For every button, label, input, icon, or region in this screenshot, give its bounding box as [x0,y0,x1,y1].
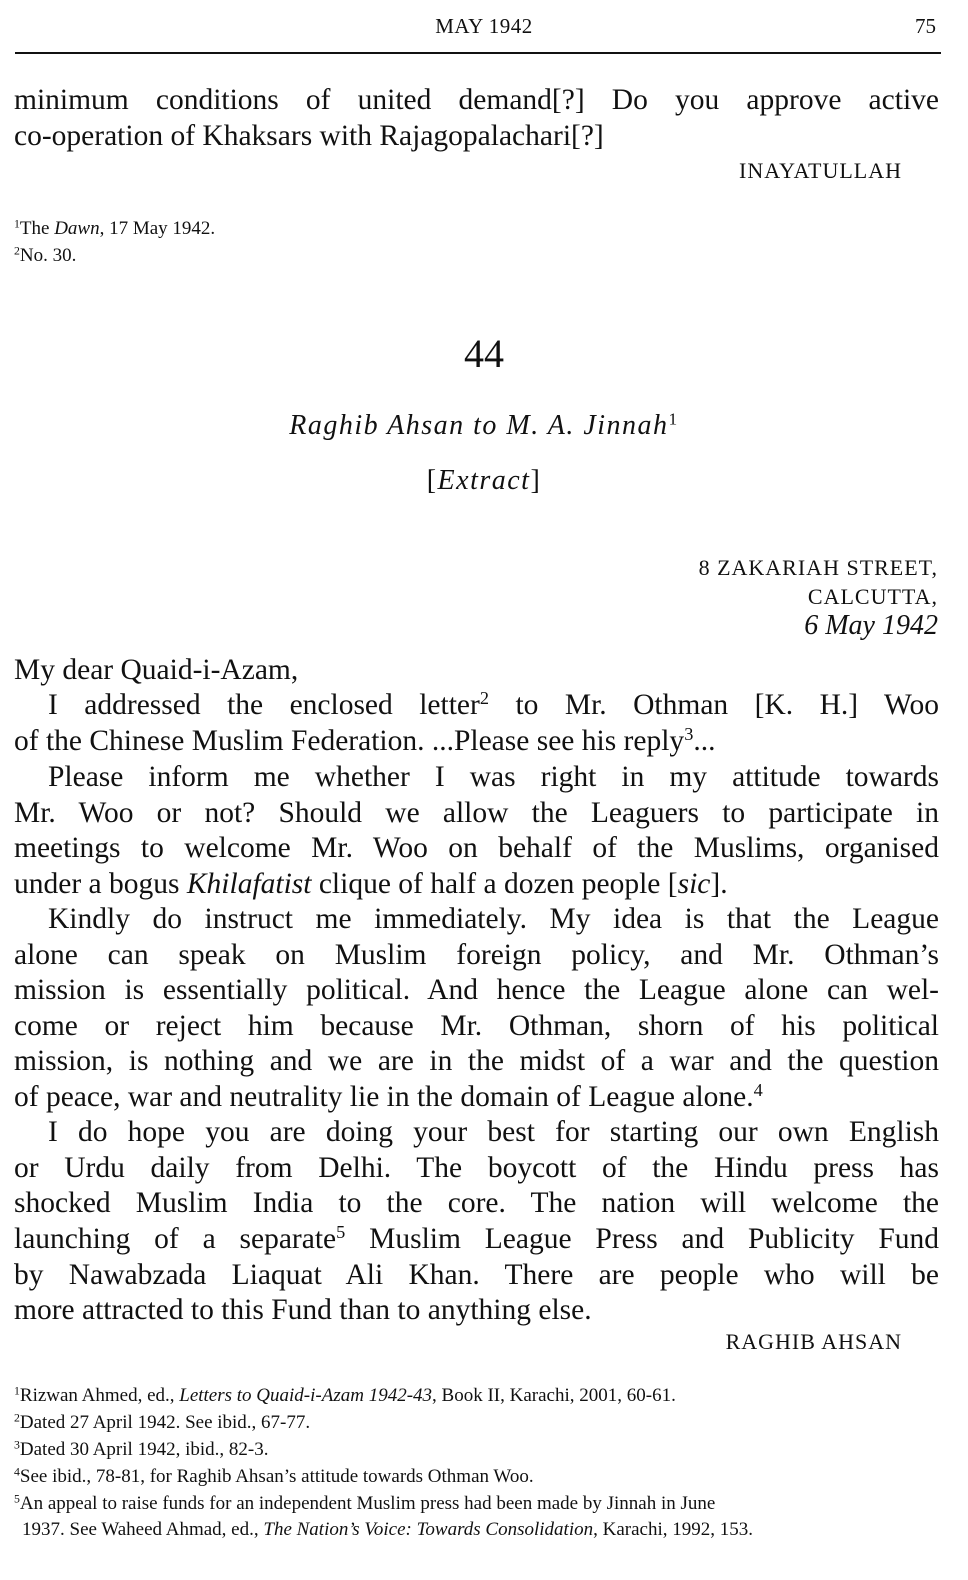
footnote-mark: 5 [336,1221,346,1242]
p3-line-1: Kindly do instruct me immediately. My idea is that the League [48,903,939,935]
p3-line-2: alone can speak on Muslim foreign policy, and Mr. Othman’s [14,939,939,971]
footnote-5-line-2 [22,1519,753,1541]
address-line-1: 8 ZAKARIAH STREET, [698,555,938,580]
footnote-mark: 1 [14,1384,20,1398]
text: of the Chinese Muslim Federation. ...Please see his reply [14,725,685,757]
footnote-3 [14,1439,268,1461]
footnote-mark: 4 [14,1465,20,1479]
footnote-1 [14,1385,676,1407]
prev-footnote-2 [14,245,76,267]
footnote-text: See ibid., 78-81, for Raghib Ahsan’s attitude towards Othman Woo. [19,1466,534,1487]
italic-text: sic [677,868,711,900]
p3-line-3: mission is essentially political. And hence the League alone can wel- [14,974,939,1006]
prev-doc-signature: INAYATULLAH [739,158,902,183]
footnote-mark: 3 [14,1438,20,1452]
footnote-text: , Book II, Karachi, 2001, 60-61. [432,1385,676,1406]
prev-doc-line-2: co-operation of Khaksars with Rajagopalachari[?] [14,120,604,152]
header-rule [15,52,941,54]
footnote-mark: 1 [668,409,679,429]
running-head [0,14,968,44]
running-title: MAY 1942 [435,14,533,38]
footnote-text: Dated 30 April 1942, ibid., 82-3. [19,1439,269,1460]
p4-line-1: I do hope you are doing your best for starting our own English [48,1116,939,1148]
footnote-italic: Dawn [54,218,100,239]
p4-line-3: shocked Muslim India to the core. The nation will welcome the [14,1187,939,1219]
footnote-mark: 2 [479,687,489,708]
text: ... [693,725,716,757]
page-number: 75 [915,14,936,38]
letter-date: 6 May 1942 [804,610,938,641]
p3-line-5: mission, is nothing and we are in the midst of a war and the question [14,1045,939,1077]
p1-line-2 [14,723,939,757]
italic-text: Khilafatist [186,868,312,900]
text: Muslim League Press and Publicity Fund [345,1223,940,1255]
footnote-text: The [19,218,55,239]
footnote-2 [14,1412,310,1434]
document-title-text: Raghib Ahsan to M. A. Jinnah [289,410,669,441]
salutation: My dear Quaid-i-Azam, [14,654,299,686]
footnote-text: No. 30. [19,245,77,266]
footnote-text: An appeal to raise funds for an independent Muslim press had been made by Jinnah in June [19,1493,716,1514]
document-extract-label: [Extract] [426,465,542,496]
footnote-italic: Letters to Quaid-i-Azam 1942-43 [179,1385,433,1406]
footnote-text: 1937. See Waheed Ahmad, ed., [22,1519,264,1540]
p3-line-6 [14,1079,939,1113]
p4-line-2: or Urdu daily from Delhi. The boycott of the Hindu press has [14,1152,939,1184]
footnote-text: Rizwan Ahmed, ed., [19,1385,180,1406]
extract-text: Extract [437,465,531,496]
p4-line-5: by Nawabzada Liaquat Ali Khan. There are people who will be [14,1259,939,1291]
p3-line-4: come or reject him because Mr. Othman, shorn of his political [14,1010,939,1042]
text: ]. [710,868,728,900]
text: of peace, war and neutrality lie in the domain of League alone. [14,1081,754,1113]
p2-line-3: meetings to welcome Mr. Woo on behalf of the Muslims, organised [14,832,939,864]
footnote-5-line-1 [14,1493,715,1515]
document-title [0,410,968,442]
letter-signature: RAGHIB AHSAN [725,1329,902,1354]
footnote-mark: 5 [14,1492,20,1506]
footnote-mark: 2 [14,1411,20,1425]
footnote-mark: 3 [684,723,694,744]
p2-line-1: Please inform me whether I was right in my attitude towards [48,761,939,793]
p2-line-4 [14,870,939,900]
prev-footnote-1 [14,218,215,240]
text: launching of a separate [14,1223,337,1255]
document-number: 44 [464,331,504,376]
p2-line-2: Mr. Woo or not? Should we allow the Leaguers to participate in [14,797,939,829]
prev-doc-line-1: minimum conditions of united demand[?] Do you approve active [14,84,939,116]
footnote-mark: 2 [14,244,20,258]
text: clique of half a dozen people [ [311,868,678,900]
p4-line-4 [14,1221,940,1255]
p4-line-6: more attracted to this Fund than to anything else. [14,1294,592,1326]
footnote-mark: 1 [14,217,20,231]
address-line-2: CALCUTTA, [807,584,938,609]
p1-line-1 [48,687,939,721]
text: to Mr. Othman [K. H.] Woo [488,689,939,721]
footnote-text: Dated 27 April 1942. See ibid., 67-77. [19,1412,311,1433]
text: under a bogus [14,868,187,900]
footnote-text: , 17 May 1942. [99,218,216,239]
footnote-mark: 4 [753,1079,763,1100]
footnote-text: , Karachi, 1992, 153. [593,1519,754,1540]
footnote-4 [14,1466,534,1488]
text: I addressed the enclosed letter [48,689,480,721]
footnote-italic: The Nation’s Voice: Towards Consolidation [263,1519,594,1540]
